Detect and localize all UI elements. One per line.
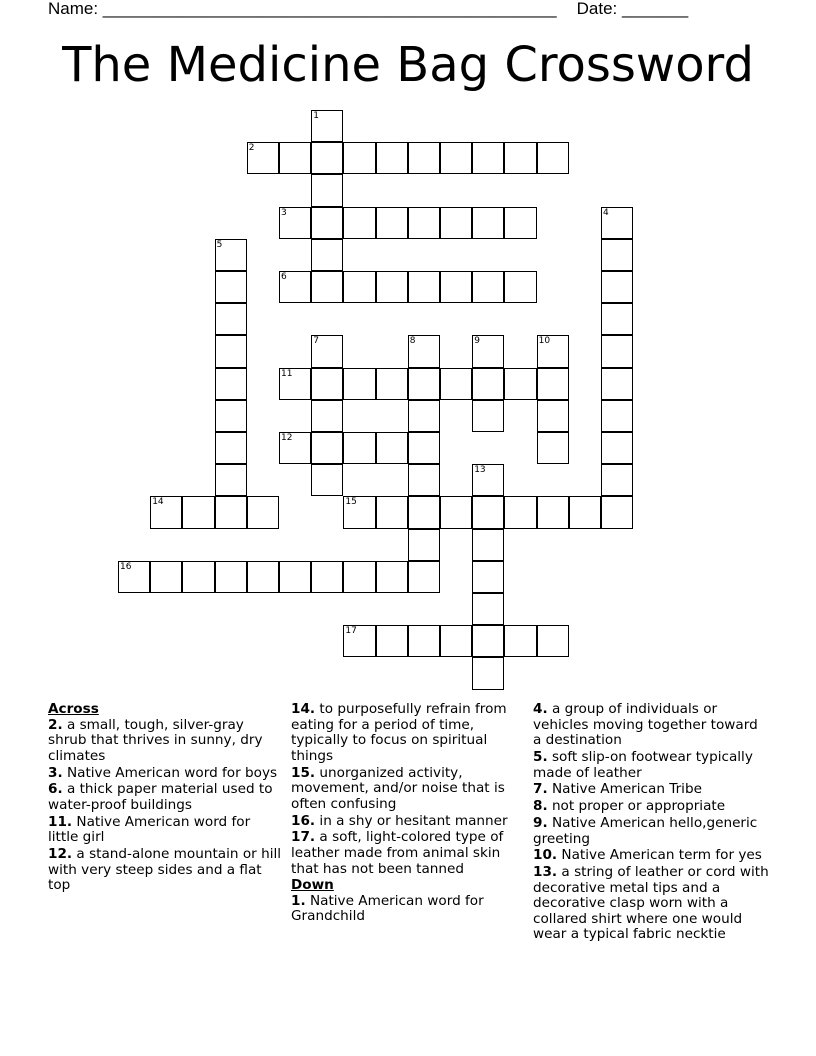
grid-cell[interactable] [408,271,440,303]
grid-cell[interactable] [601,271,633,303]
grid-cell[interactable] [247,496,279,528]
grid-cell[interactable] [504,496,536,528]
down-clue [291,894,527,925]
clue-number: 7. [533,781,548,798]
grid-cell[interactable] [601,239,633,271]
grid-cell[interactable] [472,271,504,303]
grid-cell[interactable] [504,625,536,657]
grid-cell[interactable] [343,368,375,400]
down-clue [533,782,769,798]
clue-number: 7 [313,336,319,347]
grid-cell[interactable] [279,561,311,593]
clue-number: 16 [120,561,132,572]
grid-cell[interactable] [311,432,343,464]
clue-number: 14 [152,497,164,508]
grid-cell[interactable] [504,207,536,239]
grid-cell[interactable] [215,561,247,593]
grid-cell[interactable] [537,432,569,464]
grid-cell[interactable] [537,335,569,367]
grid-cell[interactable] [472,368,504,400]
grid-cell[interactable] [376,142,408,174]
grid-cell[interactable] [343,142,375,174]
grid-cell[interactable] [472,464,504,496]
grid-cell[interactable] [504,271,536,303]
down-clue [533,816,769,847]
grid-cell[interactable] [215,335,247,367]
clue-text: not proper or appropriate [547,798,726,815]
across-clue [48,847,284,894]
down-clue [533,848,769,864]
grid-cell[interactable] [311,207,343,239]
grid-cell[interactable] [537,400,569,432]
clue-number: 12. [48,846,73,863]
grid-cell[interactable] [376,561,408,593]
grid-cell[interactable] [247,561,279,593]
clue-number: 4 [603,207,609,218]
grid-cell[interactable] [408,464,440,496]
clue-number: 13. [533,864,558,881]
clue-text: a small, tough, silver-gray shrub that thrives in sunny, dry climates [48,716,263,764]
clue-text: soft slip-on footwear typically made of leather [533,748,753,781]
across-clue [48,718,284,765]
grid-cell[interactable] [279,432,311,464]
clue-number: 17. [291,829,316,846]
grid-cell[interactable] [504,368,536,400]
down-clue [533,865,769,943]
clue-text: a group of individuals or vehicles moving together toward a destination [533,701,758,749]
clue-number: 3. [48,764,63,781]
clues-column-1 [48,702,284,895]
grid-cell[interactable] [215,400,247,432]
grid-cell[interactable] [440,368,472,400]
grid-cell[interactable] [215,496,247,528]
clue-number: 10 [538,336,551,347]
clue-number: 9. [533,814,548,831]
grid-cell[interactable] [408,529,440,561]
grid-cell[interactable] [569,496,601,528]
grid-cell[interactable] [311,400,343,432]
clue-number: 15 [345,497,357,508]
grid-cell[interactable] [215,432,247,464]
grid-cell[interactable] [343,625,375,657]
grid-cell[interactable] [537,142,569,174]
clue-number: 4. [533,701,548,717]
grid-cell[interactable] [376,496,408,528]
grid-cell[interactable] [150,561,182,593]
grid-cell[interactable] [601,207,633,239]
grid-cell[interactable] [440,142,472,174]
across-clue [291,766,527,813]
clue-number: 1. [291,892,306,909]
grid-cell[interactable] [343,432,375,464]
clue-text: Native American word for little girl [48,813,251,846]
grid-cell[interactable] [408,368,440,400]
grid-cell[interactable] [537,625,569,657]
grid-cell[interactable] [182,561,214,593]
grid-cell[interactable] [408,142,440,174]
grid-cell[interactable] [472,335,504,367]
down-clue [533,702,769,749]
across-clue [291,830,527,877]
grid-cell[interactable] [537,368,569,400]
clue-number: 11. [48,813,73,830]
grid-cell[interactable] [472,529,504,561]
clue-number: 16. [291,812,316,829]
grid-cell[interactable] [408,561,440,593]
down-clue [533,799,769,815]
date-field-label[interactable]: Date: _______ [576,0,689,18]
clue-number: 5. [533,748,548,765]
clue-number: 9 [474,336,480,347]
grid-cell[interactable] [376,625,408,657]
across-clue [291,814,527,830]
grid-cell[interactable] [311,335,343,367]
grid-cell[interactable] [376,432,408,464]
clue-number: 12 [281,433,293,443]
clue-text: Native American word for boys [62,764,278,781]
clue-number: 8. [533,798,548,815]
grid-cell[interactable] [311,239,343,271]
grid-cell[interactable] [118,561,150,593]
grid-cell[interactable] [408,207,440,239]
grid-cell[interactable] [215,368,247,400]
grid-cell[interactable] [215,464,247,496]
grid-cell[interactable] [472,400,504,432]
clue-number: 2. [48,716,63,733]
grid-cell[interactable] [311,110,343,142]
clue-text: a stand-alone mountain or hill with very steep sides and a flat top [48,846,282,894]
grid-cell[interactable] [472,142,504,174]
grid-cell[interactable] [472,561,504,593]
clue-number: 3 [281,207,287,218]
grid-cell[interactable] [343,496,375,528]
clue-number: 8 [409,336,416,347]
grid-cell[interactable] [343,271,375,303]
grid-cell[interactable] [472,625,504,657]
grid-cell[interactable] [504,142,536,174]
grid-cell[interactable] [343,561,375,593]
grid-cell[interactable] [247,142,279,174]
grid-cell[interactable] [150,496,182,528]
grid-cell[interactable] [472,496,504,528]
clue-number: 13 [474,465,486,476]
clue-number: 11 [281,368,293,379]
grid-cell[interactable] [215,303,247,335]
grid-cell[interactable] [182,496,214,528]
grid-cell[interactable] [440,207,472,239]
grid-cell[interactable] [472,207,504,239]
grid-cell[interactable] [311,142,343,174]
grid-cell[interactable] [601,368,633,400]
grid-cell[interactable] [601,335,633,367]
grid-cell[interactable] [440,496,472,528]
grid-cell[interactable] [537,496,569,528]
across-heading: Across [48,701,99,717]
grid-cell[interactable] [279,271,311,303]
grid-cell[interactable] [408,625,440,657]
name-field-label[interactable]: Name: ________________________________________________ [48,0,557,18]
clue-text: Native American term for yes [557,847,762,864]
clue-text: unorganized activity, movement, and/or noise that is often confusing [291,764,505,812]
grid-cell[interactable] [311,464,343,496]
clue-number: 15. [291,764,316,781]
clue-number: 14. [291,701,316,717]
grid-cell[interactable] [601,400,633,432]
clue-number: 5 [216,239,223,250]
grid-cell[interactable] [376,271,408,303]
clue-number: 2 [248,143,255,154]
grid-cell[interactable] [408,432,440,464]
clue-text: in a shy or hesitant manner [315,812,508,829]
grid-cell[interactable] [311,271,343,303]
grid-cell[interactable] [376,207,408,239]
clue-text: a soft, light-colored type of leather made from animal skin that has not been tanned [291,829,504,877]
down-heading: Down [291,877,334,894]
clue-text: Native American hello,generic greeting [533,814,758,847]
grid-cell[interactable] [279,368,311,400]
grid-cell[interactable] [343,207,375,239]
clue-text: a string of leather or cord with decorative metal tips and a decorative clasp worn with a collared shirt where one would wear a typical fabric necktie [533,864,769,943]
grid-cell[interactable] [376,368,408,400]
clues-column-2 [291,702,527,926]
grid-cell[interactable] [440,625,472,657]
grid-cell[interactable] [279,207,311,239]
grid-cell[interactable] [601,432,633,464]
grid-cell[interactable] [215,239,247,271]
clue-number: 10. [533,847,558,864]
page-title: The Medicine Bag Crossword [62,37,754,93]
across-clue [48,766,284,782]
across-clue [291,702,527,764]
grid-cell[interactable] [408,400,440,432]
across-clue [48,782,284,813]
clue-text: to purposefully refrain from eating for a period of time, typically to focus on spiritual things [291,701,507,764]
grid-cell[interactable] [472,593,504,625]
grid-cell[interactable] [279,142,311,174]
grid-cell[interactable] [408,496,440,528]
grid-cell[interactable] [601,303,633,335]
grid-cell[interactable] [408,335,440,367]
across-clue [48,815,284,846]
grid-cell[interactable] [311,561,343,593]
grid-cell[interactable] [311,368,343,400]
clues-column-3 [533,702,769,944]
down-clue [533,750,769,781]
clue-number: 6. [48,781,63,798]
clue-text: Native American Tribe [547,781,702,798]
grid-cell[interactable] [472,657,504,689]
clue-number: 17 [345,626,357,637]
clue-text: Native American word for Grandchild [291,892,484,925]
clue-number: 1 [313,111,319,121]
grid-cell[interactable] [215,271,247,303]
grid-cell[interactable] [601,464,633,496]
clue-number: 6 [281,272,287,282]
grid-cell[interactable] [311,174,343,206]
grid-cell[interactable] [601,496,633,528]
clue-text: a thick paper material used to water-proof buildings [48,781,273,813]
grid-cell[interactable] [440,271,472,303]
